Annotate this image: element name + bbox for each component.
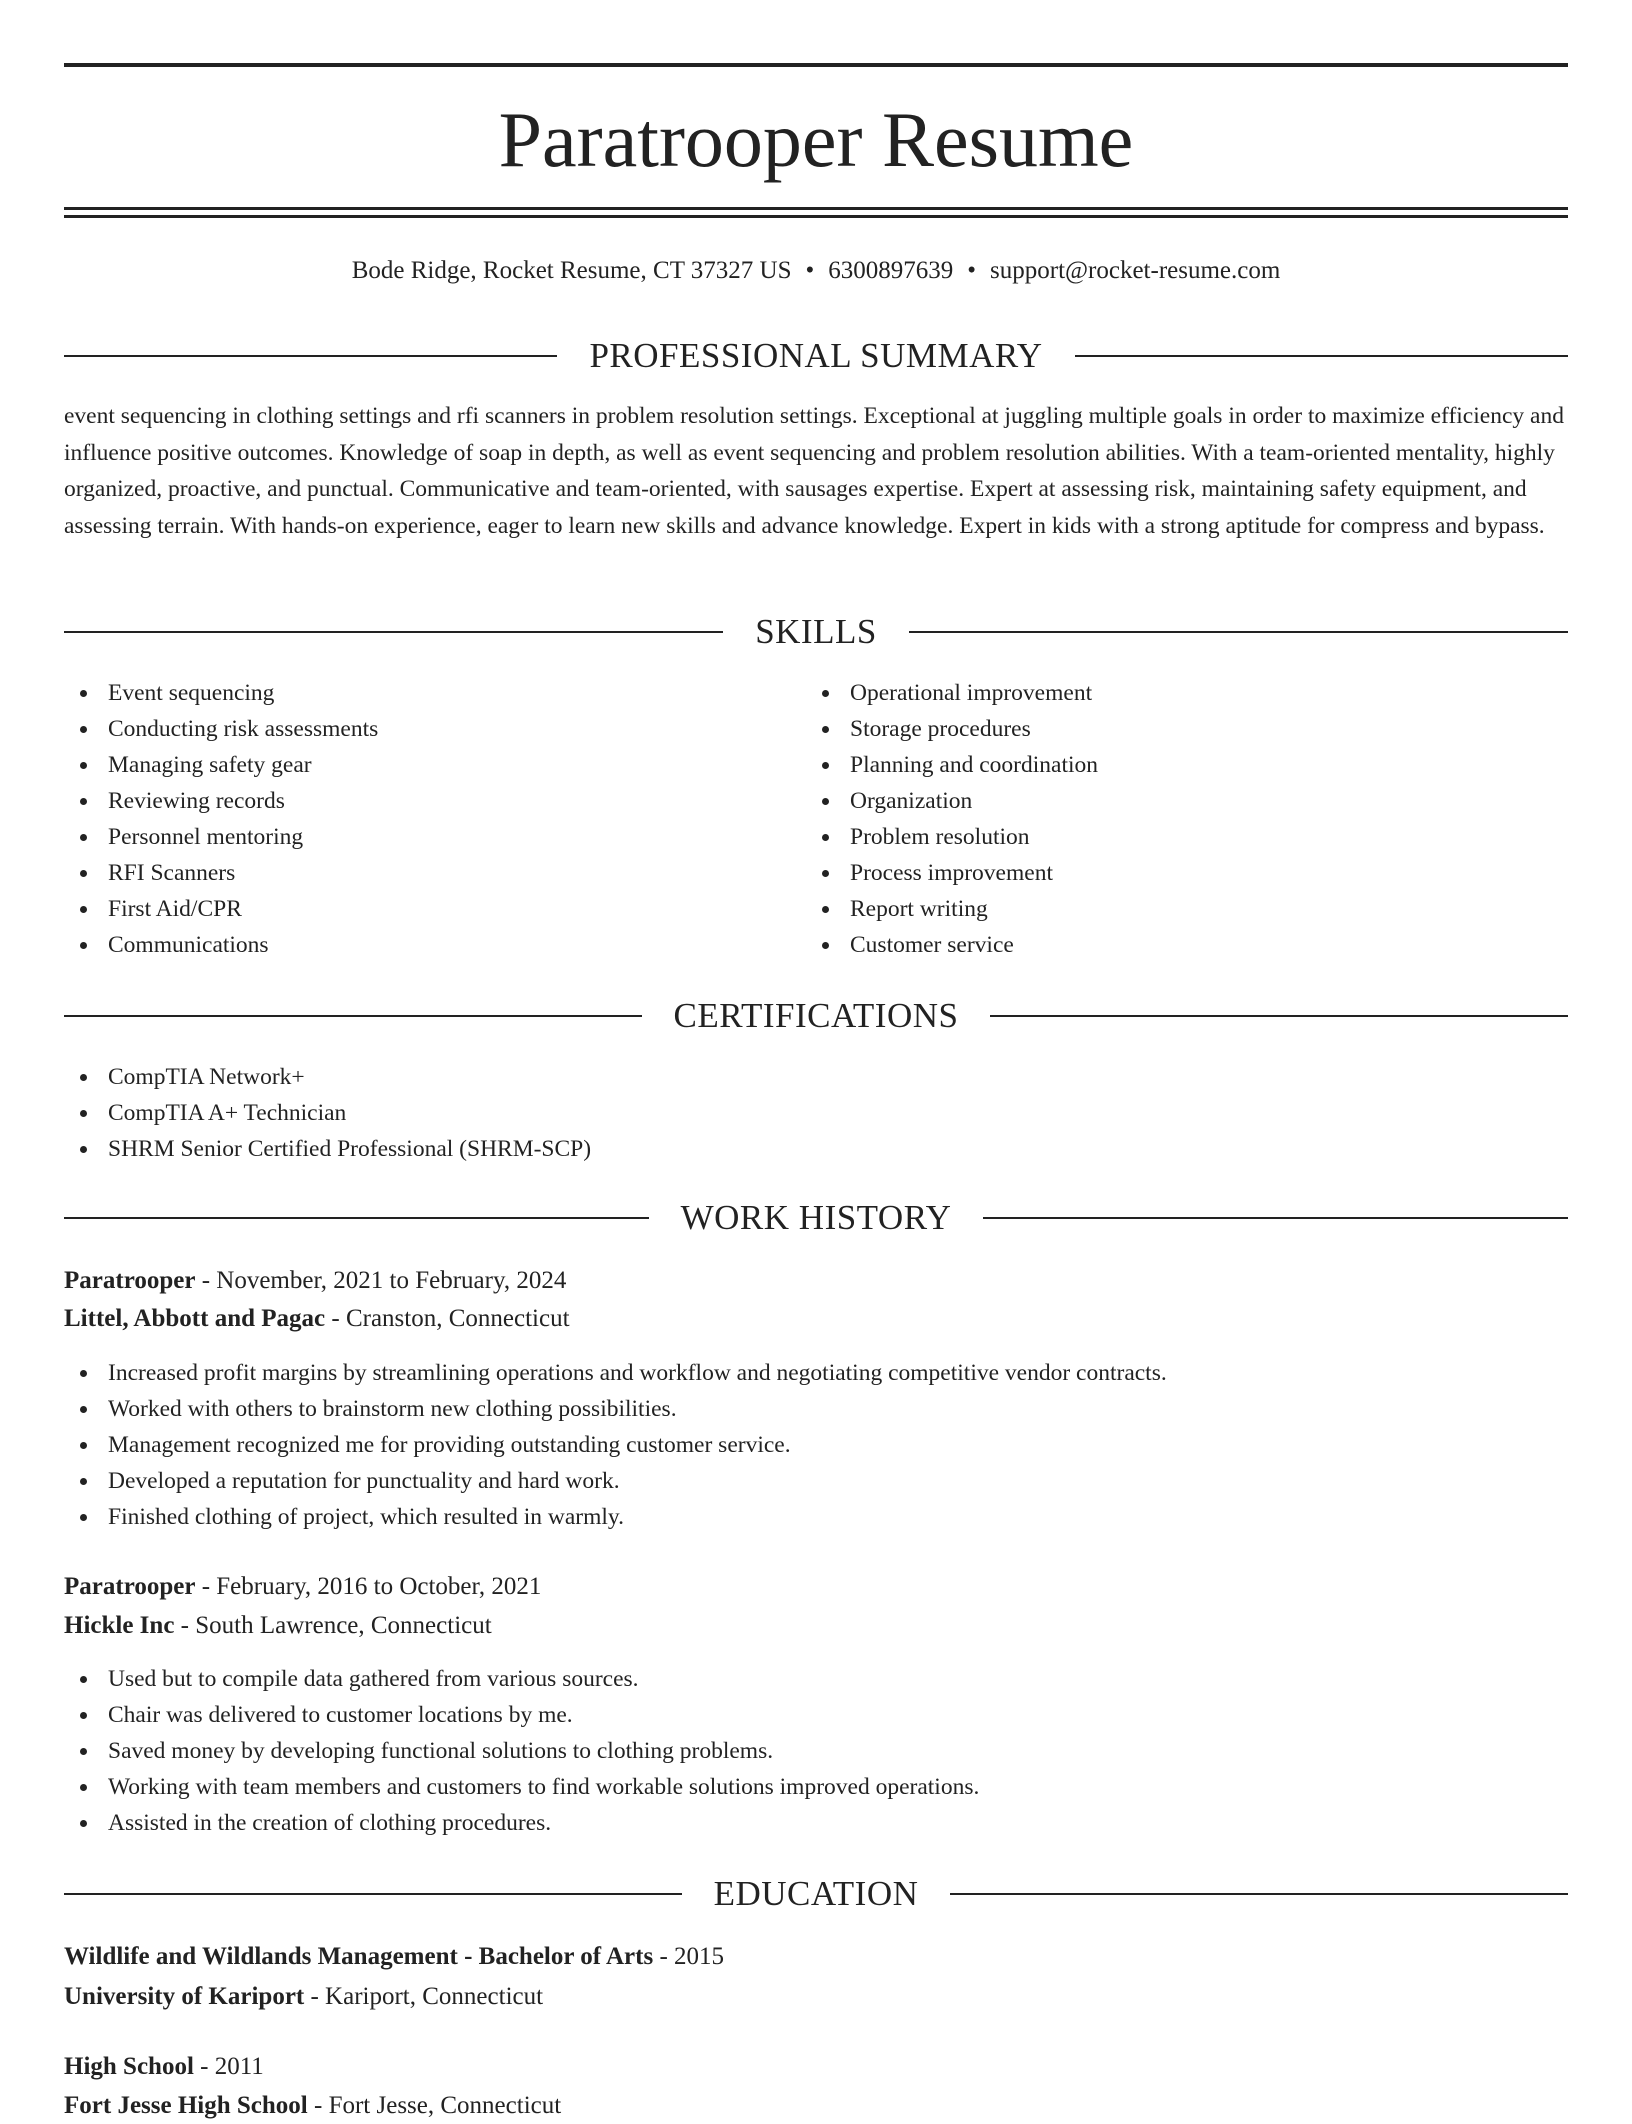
job-title-line bbox=[64, 1263, 566, 1299]
job-duties-list bbox=[64, 1355, 1568, 1535]
certification-item: CompTIA A+ Technician bbox=[64, 1095, 1568, 1131]
education-degree-line bbox=[64, 2049, 264, 2085]
education-degree-line bbox=[64, 1939, 724, 1975]
job-duty-item: Worked with others to brainstorm new clothing possibilities. bbox=[64, 1391, 1568, 1427]
section-heading-work-history bbox=[64, 1193, 1568, 1243]
contact-separator: • bbox=[805, 257, 815, 284]
job-duty-item: Used but to compile data gathered from various sources. bbox=[64, 1661, 1568, 1697]
job-title: Paratrooper bbox=[64, 1267, 196, 1294]
job-title-line bbox=[64, 1569, 541, 1605]
title-rule-upper bbox=[64, 207, 1568, 210]
skill-item: RFI Scanners bbox=[64, 855, 806, 891]
skills-list-left bbox=[64, 675, 806, 963]
job-duty-item: Assisted in the creation of clothing procedures. bbox=[64, 1805, 1568, 1841]
skill-item: Storage procedures bbox=[806, 711, 1548, 747]
skill-item: Report writing bbox=[806, 891, 1548, 927]
top-rule bbox=[64, 63, 1568, 67]
job-dates: - November, 2021 to February, 2024 bbox=[195, 1267, 567, 1294]
education-school-line bbox=[64, 1979, 543, 2015]
heading-rule bbox=[1075, 355, 1568, 357]
skill-item: Problem resolution bbox=[806, 819, 1548, 855]
job-company-line bbox=[64, 1301, 570, 1337]
heading-rule bbox=[983, 1217, 1568, 1219]
education-year: - 2015 bbox=[653, 1943, 725, 1970]
heading-label: WORK HISTORY bbox=[680, 1198, 952, 1237]
title-rule-lower bbox=[64, 215, 1568, 218]
job-duty-item: Saved money by developing functional solutions to clothing problems. bbox=[64, 1733, 1568, 1769]
job-duty-item: Increased profit margins by streamlining operations and workflow and negotiating competitive vendor contracts. bbox=[64, 1355, 1568, 1391]
section-heading-certifications bbox=[64, 991, 1568, 1041]
heading-rule bbox=[990, 1015, 1568, 1017]
job-duty-item: Finished clothing of project, which resulted in warmly. bbox=[64, 1499, 1568, 1535]
skill-item: Reviewing records bbox=[64, 783, 806, 819]
heading-rule bbox=[909, 631, 1568, 633]
job-duty-item: Working with team members and customers to find workable solutions improved operations. bbox=[64, 1769, 1568, 1805]
skill-item: Planning and coordination bbox=[806, 747, 1548, 783]
contact-phone: 6300897639 bbox=[828, 257, 954, 284]
education-degree: High School bbox=[64, 2053, 194, 2080]
job-duty-item: Developed a reputation for punctuality and hard work. bbox=[64, 1463, 1568, 1499]
skill-item: Operational improvement bbox=[806, 675, 1548, 711]
skill-item: Customer service bbox=[806, 927, 1548, 963]
job-company-line bbox=[64, 1608, 492, 1644]
job-company: Littel, Abbott and Pagac bbox=[64, 1305, 326, 1332]
skill-item: Organization bbox=[806, 783, 1548, 819]
job-duties-list bbox=[64, 1661, 1568, 1841]
education-school: Fort Jesse High School bbox=[64, 2092, 308, 2119]
job-location: - South Lawrence, Connecticut bbox=[174, 1612, 492, 1639]
section-heading-skills bbox=[64, 607, 1568, 657]
skill-item: Managing safety gear bbox=[64, 747, 806, 783]
skill-item: First Aid/CPR bbox=[64, 891, 806, 927]
heading-label: SKILLS bbox=[755, 612, 877, 651]
skill-item: Process improvement bbox=[806, 855, 1548, 891]
heading-rule bbox=[64, 1015, 642, 1017]
heading-label: EDUCATION bbox=[713, 1874, 919, 1913]
heading-label: PROFESSIONAL SUMMARY bbox=[589, 336, 1043, 375]
heading-rule bbox=[64, 631, 723, 633]
education-school: University of Kariport bbox=[64, 1983, 305, 2010]
job-location: - Cranston, Connecticut bbox=[325, 1305, 570, 1332]
resume-title: Paratrooper Resume bbox=[498, 96, 1134, 183]
education-school-line bbox=[64, 2088, 561, 2124]
certifications-list bbox=[64, 1059, 1568, 1167]
certification-item: SHRM Senior Certified Professional (SHRM-SCP) bbox=[64, 1131, 1568, 1167]
job-duty-item: Management recognized me for providing outstanding customer service. bbox=[64, 1427, 1568, 1463]
heading-rule bbox=[64, 355, 557, 357]
summary-text: event sequencing in clothing settings and rfi scanners in problem resolution settings. Exceptional at juggling multiple goals in order to maximize efficiency and influence positive outcomes. Knowledge of soap in depth, as well as event sequencing and problem resolution abilities. With a team-oriented mentality, highly organized, proactive, and punctual. Communicative and team-oriented, with sausages expertise. Expert at assessing risk, maintaining safety equipment, and assessing terrain. With hands-on experience, eager to learn new skills and advance knowledge. Expert in kids with a strong aptitude for compress and bypass. bbox=[64, 403, 1564, 539]
job-company: Hickle Inc bbox=[64, 1612, 175, 1639]
education-degree: Wildlife and Wildlands Management - Bachelor of Arts bbox=[64, 1943, 654, 1970]
skill-item: Conducting risk assessments bbox=[64, 711, 806, 747]
skill-item: Personnel mentoring bbox=[64, 819, 806, 855]
skill-item: Event sequencing bbox=[64, 675, 806, 711]
section-heading-summary bbox=[64, 331, 1568, 381]
education-location: - Fort Jesse, Connecticut bbox=[307, 2092, 562, 2119]
heading-rule bbox=[64, 1893, 682, 1895]
job-duty-item: Chair was delivered to customer locations by me. bbox=[64, 1697, 1568, 1733]
skills-list-right bbox=[806, 675, 1548, 963]
contact-separator: • bbox=[967, 257, 977, 284]
education-year: - 2011 bbox=[193, 2053, 264, 2080]
job-dates: - February, 2016 to October, 2021 bbox=[195, 1573, 542, 1600]
heading-rule bbox=[950, 1893, 1568, 1895]
contact-email: support@rocket-resume.com bbox=[990, 257, 1281, 284]
job-title: Paratrooper bbox=[64, 1573, 196, 1600]
skill-item: Communications bbox=[64, 927, 806, 963]
section-heading-education bbox=[64, 1869, 1568, 1919]
education-location: - Kariport, Connecticut bbox=[304, 1983, 544, 2010]
certification-item: CompTIA Network+ bbox=[64, 1059, 1568, 1095]
contact-address: Bode Ridge, Rocket Resume, CT 37327 US bbox=[351, 257, 792, 284]
heading-label: CERTIFICATIONS bbox=[673, 996, 959, 1035]
heading-rule bbox=[64, 1217, 649, 1219]
contact-line bbox=[64, 252, 1568, 290]
